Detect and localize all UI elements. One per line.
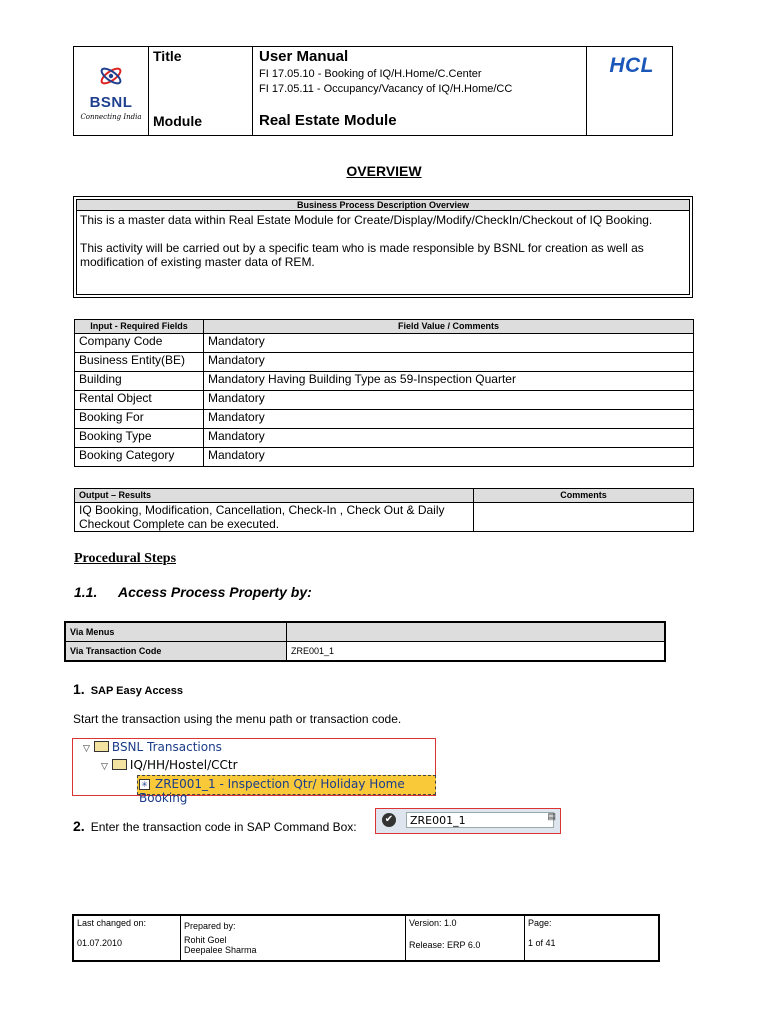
- business-process-description: [73, 196, 693, 298]
- access-value: [287, 622, 666, 642]
- field-name: Business Entity(BE): [75, 353, 204, 372]
- table-row: [75, 372, 694, 391]
- logo-text: BSNL: [89, 94, 133, 111]
- table-row: [75, 353, 694, 372]
- title-subline-2: FI 17.05.11 - Occupancy/Vacancy of IQ/H.Home/CC: [259, 83, 513, 95]
- procedural-steps-heading: Procedural Steps: [74, 551, 177, 566]
- table-row: [75, 410, 694, 429]
- folder-icon: [94, 741, 109, 752]
- table-row: [65, 642, 665, 662]
- footer-version: Version: 1.0 Release: ERP 6.0: [406, 915, 525, 961]
- table-header: Input - Required Fields: [75, 320, 204, 334]
- input-fields-table: [74, 319, 694, 467]
- step-1-text: Start the transaction using the menu path or transaction code.: [73, 712, 402, 726]
- access-value: ZRE001_1: [287, 642, 666, 662]
- field-value: Mandatory: [204, 391, 694, 410]
- table-header: Field Value / Comments: [204, 320, 694, 334]
- title-label: Title: [153, 48, 182, 64]
- table-row: [75, 334, 694, 353]
- field-name: Booking Type: [75, 429, 204, 448]
- step-title: SAP Easy Access: [90, 685, 184, 697]
- document-footer: [72, 914, 660, 962]
- table-row: [75, 503, 694, 532]
- table-row: [75, 448, 694, 467]
- field-name: Booking For: [75, 410, 204, 429]
- expand-triangle-icon[interactable]: ▽: [101, 762, 108, 772]
- field-name: Company Code: [75, 334, 204, 353]
- step-2: [73, 818, 357, 834]
- field-value: Mandatory: [204, 448, 694, 467]
- enter-check-icon[interactable]: ✔: [382, 813, 396, 827]
- footer-page: Page: 1 of 41: [525, 915, 660, 961]
- bsnl-logo: [74, 47, 148, 135]
- sap-command-box: [375, 808, 561, 834]
- footer-last-changed: Last changed on: 01.07.2010: [73, 915, 181, 961]
- field-name: Building: [75, 372, 204, 391]
- step-number: 2.: [73, 818, 85, 834]
- document-title: User Manual: [259, 48, 349, 65]
- access-label: Via Transaction Code: [65, 642, 287, 662]
- table-row: [75, 429, 694, 448]
- access-label: Via Menus: [65, 622, 287, 642]
- tree-node-transaction[interactable]: ✳ ZRE001_1 - Inspection Qtr/ Holiday Home Booking: [139, 777, 405, 805]
- hcl-logo: HCL: [609, 54, 654, 77]
- step-2-text: Enter the transaction code in SAP Command Box:: [90, 820, 357, 834]
- field-name: Booking Category: [75, 448, 204, 467]
- field-value: Mandatory: [204, 429, 694, 448]
- table-header: Comments: [474, 489, 694, 503]
- section-heading: [74, 584, 312, 600]
- output-results-table: [74, 488, 694, 532]
- footer-prepared-by: Prepared by: Rohit Goel Deepalee Sharma: [181, 915, 406, 961]
- description-heading: Business Process Description Overview: [77, 200, 689, 211]
- overview-heading: OVERVIEW: [346, 163, 422, 179]
- table-row: [75, 391, 694, 410]
- tree-node-iq-hh-hostel[interactable]: ▽ IQ/HH/Hostel/CCtr: [101, 758, 238, 772]
- access-table: [64, 621, 666, 662]
- field-value: Mandatory: [204, 334, 694, 353]
- module-value: Real Estate Module: [259, 112, 397, 129]
- history-dropdown-icon[interactable]: ▤: [547, 811, 556, 821]
- step-1-heading: [73, 681, 183, 697]
- satellite-logo-icon: [98, 63, 124, 89]
- section-number: 1.1.: [74, 584, 98, 600]
- section-title: Access Process Property by:: [118, 584, 312, 600]
- expand-triangle-icon[interactable]: ▽: [83, 744, 90, 754]
- module-label: Module: [153, 113, 202, 129]
- field-name: Rental Object: [75, 391, 204, 410]
- field-value: Mandatory Having Building Type as 59-Inspection Quarter: [204, 372, 694, 391]
- field-value: Mandatory: [204, 353, 694, 372]
- field-value: Mandatory: [204, 410, 694, 429]
- command-field[interactable]: ZRE001_1: [406, 812, 554, 828]
- sap-menu-tree: [72, 738, 436, 805]
- table-row: [65, 622, 665, 642]
- output-comment: [474, 503, 694, 532]
- step-number: 1.: [73, 681, 85, 697]
- output-result: IQ Booking, Modification, Cancellation, Check-In , Check Out & Daily Checkout Complete can be executed.: [75, 503, 474, 532]
- logo-tagline: Connecting India: [80, 113, 142, 121]
- document-header: [73, 46, 673, 136]
- title-subline-1: FI 17.05.10 - Booking of IQ/H.Home/C.Center: [259, 68, 482, 80]
- tree-node-bsnl-transactions[interactable]: ▽ BSNL Transactions: [83, 740, 222, 754]
- folder-icon: [112, 759, 127, 770]
- description-paragraph-2: This activity will be carried out by a specific team who is made responsible by BSNL for creation as well as modification of existing master data of REM.: [80, 241, 644, 269]
- description-paragraph-1: This is a master data within Real Estate Module for Create/Display/Modify/CheckIn/Checkout of IQ Booking.: [80, 213, 653, 227]
- table-header: Output – Results: [75, 489, 474, 503]
- transaction-icon: ✳: [139, 779, 150, 790]
